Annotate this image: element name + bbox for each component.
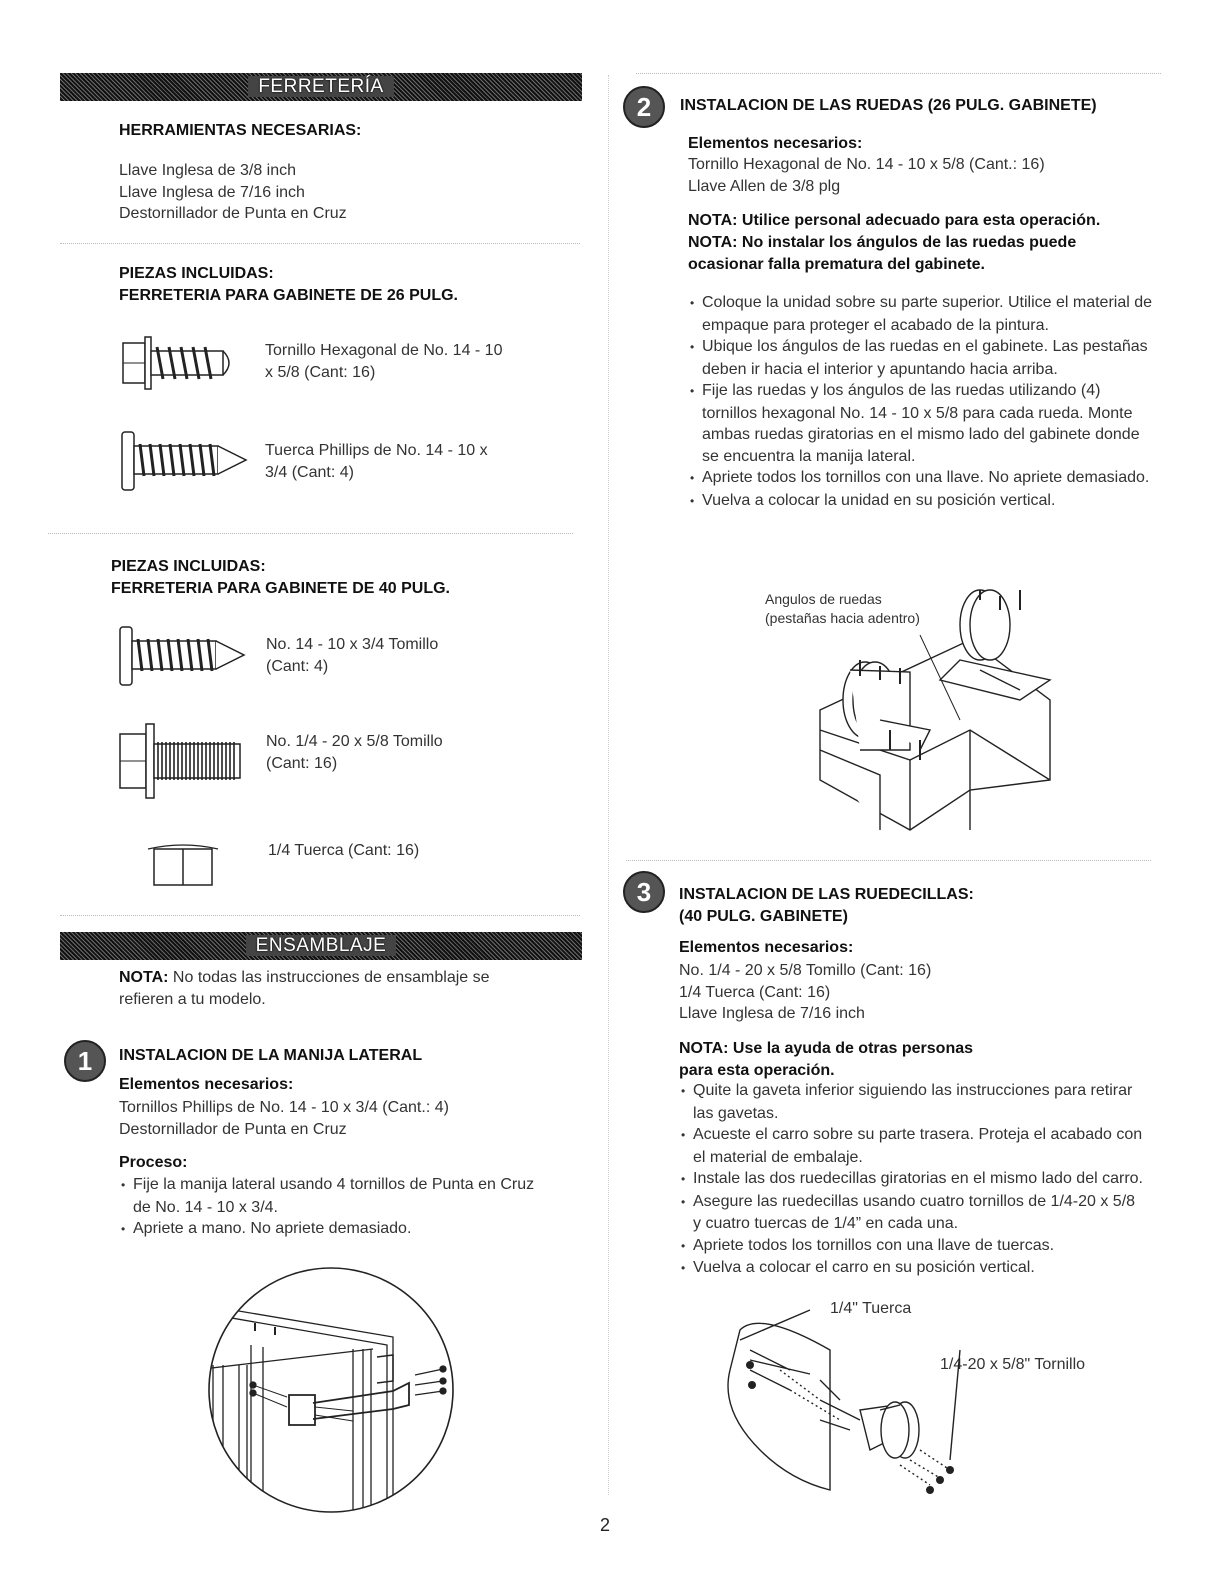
list-item: • Vuelva a colocar el carro en su posición vertical.	[679, 1257, 1144, 1280]
tools-list	[119, 160, 347, 225]
screw-label: 1/4-20 x 5/8" Tornillo	[940, 1356, 1086, 1373]
caster-wheel-illustration	[720, 1310, 980, 1500]
step-3-notes: NOTA: Use la ayuda de otras personas para esta operación.	[679, 1040, 974, 1079]
list-item: • Vuelva a colocar la unidad en su posición vertical.	[688, 490, 1153, 513]
divider	[60, 243, 580, 244]
column-divider	[608, 75, 609, 1495]
hardware-banner: FERRETERÍA	[60, 73, 582, 101]
tool-item: Destornillador de Punta en Cruz	[119, 205, 347, 222]
caster-install-illustration	[820, 580, 1070, 830]
divider	[626, 860, 1151, 861]
divider	[636, 73, 1161, 74]
side-handle-illustration	[203, 1265, 463, 1515]
nut-label: 1/4" Tuerca	[830, 1300, 912, 1317]
list-item: • Quite la gaveta inferior siguiendo las instrucciones para retirar las gavetas.	[679, 1080, 1144, 1124]
kit26-item-2: Tuerca Phillips de No. 14 - 10 x 3/4 (Cant: 4)	[265, 442, 488, 481]
kit40-item-2: No. 1/4 - 20 x 5/8 Tomillo (Cant: 16)	[266, 733, 443, 772]
tool-item: Llave Inglesa de 7/16 inch	[119, 183, 305, 201]
flange-bolt-icon	[120, 722, 250, 802]
step-1-req-heading: Elementos necesarios:	[119, 1076, 294, 1093]
step-1-badge: 1	[64, 1040, 106, 1082]
list-item: • Acueste el carro sobre su parte trasera. Proteja el acabado con el material de embalaje.	[679, 1124, 1144, 1168]
step-3-req-list: No. 1/4 - 20 x 5/8 Tomillo (Cant: 16) 1/4 Tuerca (Cant: 16) Llave Inglesa de 7/16 inch	[679, 962, 932, 1022]
step-1-bullets	[119, 1174, 549, 1241]
list-item: • Apriete todos los tornillos con una llave. No apriete demasiado.	[688, 467, 1153, 490]
hex-screw-icon	[123, 333, 243, 393]
list-item: • Asegure las ruedecillas usando cuatro tornillos de 1/4-20 x 5/8 y cuatro tuercas de 1/4” en cada una.	[679, 1191, 1144, 1235]
caster-angle-label: Angulos de ruedas (pestañas hacia adentro)	[765, 591, 920, 626]
step-3-bullets	[679, 1080, 1144, 1280]
list-item: • Apriete todos los tornillos con una llave de tuercas.	[679, 1235, 1144, 1258]
step-2-notes: NOTA: Utilice personal adecuado para esta operación. NOTA: No instalar los ángulos de las ruedas puede ocasionar falla prematura del gabinete.	[688, 212, 1101, 273]
kit40-heading: PIEZAS INCLUIDAS: FERRETERIA PARA GABINETE DE 40 PULG.	[111, 558, 450, 597]
list-item: • Instale las dos ruedecillas giratorias en el mismo lado del carro.	[679, 1168, 1144, 1191]
step-3-badge: 3	[623, 871, 665, 913]
step-2-badge: 2	[623, 86, 665, 128]
assembly-note: NOTA: No todas las instrucciones de ensamblaje se refieren a tu modelo.	[119, 969, 490, 1008]
list-item: • Coloque la unidad sobre su parte superior. Utilice el material de empaque para proteger el acabado de la pintura.	[688, 292, 1153, 336]
step-3-req-heading: Elementos necesarios:	[679, 939, 854, 956]
step-2-bullets	[688, 292, 1153, 512]
divider	[60, 915, 580, 916]
step-2-title: INSTALACION DE LAS RUEDAS (26 PULG. GABINETE)	[680, 97, 1097, 114]
list-item: • Fije la manija lateral usando 4 tornillos de Punta en Cruz de No. 14 - 10 x 3/4.	[119, 1174, 549, 1218]
list-item: • Apriete a mano. No apriete demasiado.	[119, 1218, 549, 1241]
step-1-title: INSTALACION DE LA MANIJA LATERAL	[119, 1047, 423, 1064]
tool-item: Llave Inglesa de 3/8 inch	[119, 162, 297, 179]
assembly-banner: ENSAMBLAJE	[60, 932, 582, 960]
divider	[48, 533, 573, 534]
hex-nut-icon	[148, 843, 218, 887]
tapping-screw-icon	[122, 432, 252, 492]
step-3-title: INSTALACION DE LAS RUEDECILLAS: (40 PULG. GABINETE)	[679, 886, 974, 925]
list-item: • Ubique los ángulos de las ruedas en el gabinete. Las pestañas deben ir hacia el interior y apuntando hacia arriba.	[688, 336, 1153, 380]
step-2-req-list: Tornillo Hexagonal de No. 14 - 10 x 5/8 (Cant.: 16) Llave Allen de 3/8 plg	[688, 156, 1045, 195]
page-number: 2	[600, 1515, 611, 1535]
kit40-item-3: 1/4 Tuerca (Cant: 16)	[268, 842, 420, 859]
step-1-proc-heading: Proceso:	[119, 1154, 188, 1171]
tapping-screw-icon	[120, 627, 250, 687]
list-item: • Fije las ruedas y los ángulos de las ruedas utilizando (4) tornillos hexagonal No. 14 - 10 x 5/8 para cada rueda. Monte ambas ruedas giratorias en el mismo lado del gabinete donde se encuentra la manija lateral.	[688, 380, 1153, 467]
kit26-heading: PIEZAS INCLUIDAS: FERRETERIA PARA GABINETE DE 26 PULG.	[119, 265, 458, 304]
step-1-req-list: Tornillos Phillips de No. 14 - 10 x 3/4 (Cant.: 4) Destornillador de Punta en Cruz	[119, 1099, 449, 1138]
kit40-item-1: No. 14 - 10 x 3/4 Tomillo (Cant: 4)	[266, 636, 439, 675]
step-2-req-heading: Elementos necesarios:	[688, 135, 863, 152]
tools-heading: HERRAMIENTAS NECESARIAS:	[119, 122, 362, 139]
kit26-item-1: Tornillo Hexagonal de No. 14 - 10 x 5/8 (Cant: 16)	[265, 342, 503, 381]
